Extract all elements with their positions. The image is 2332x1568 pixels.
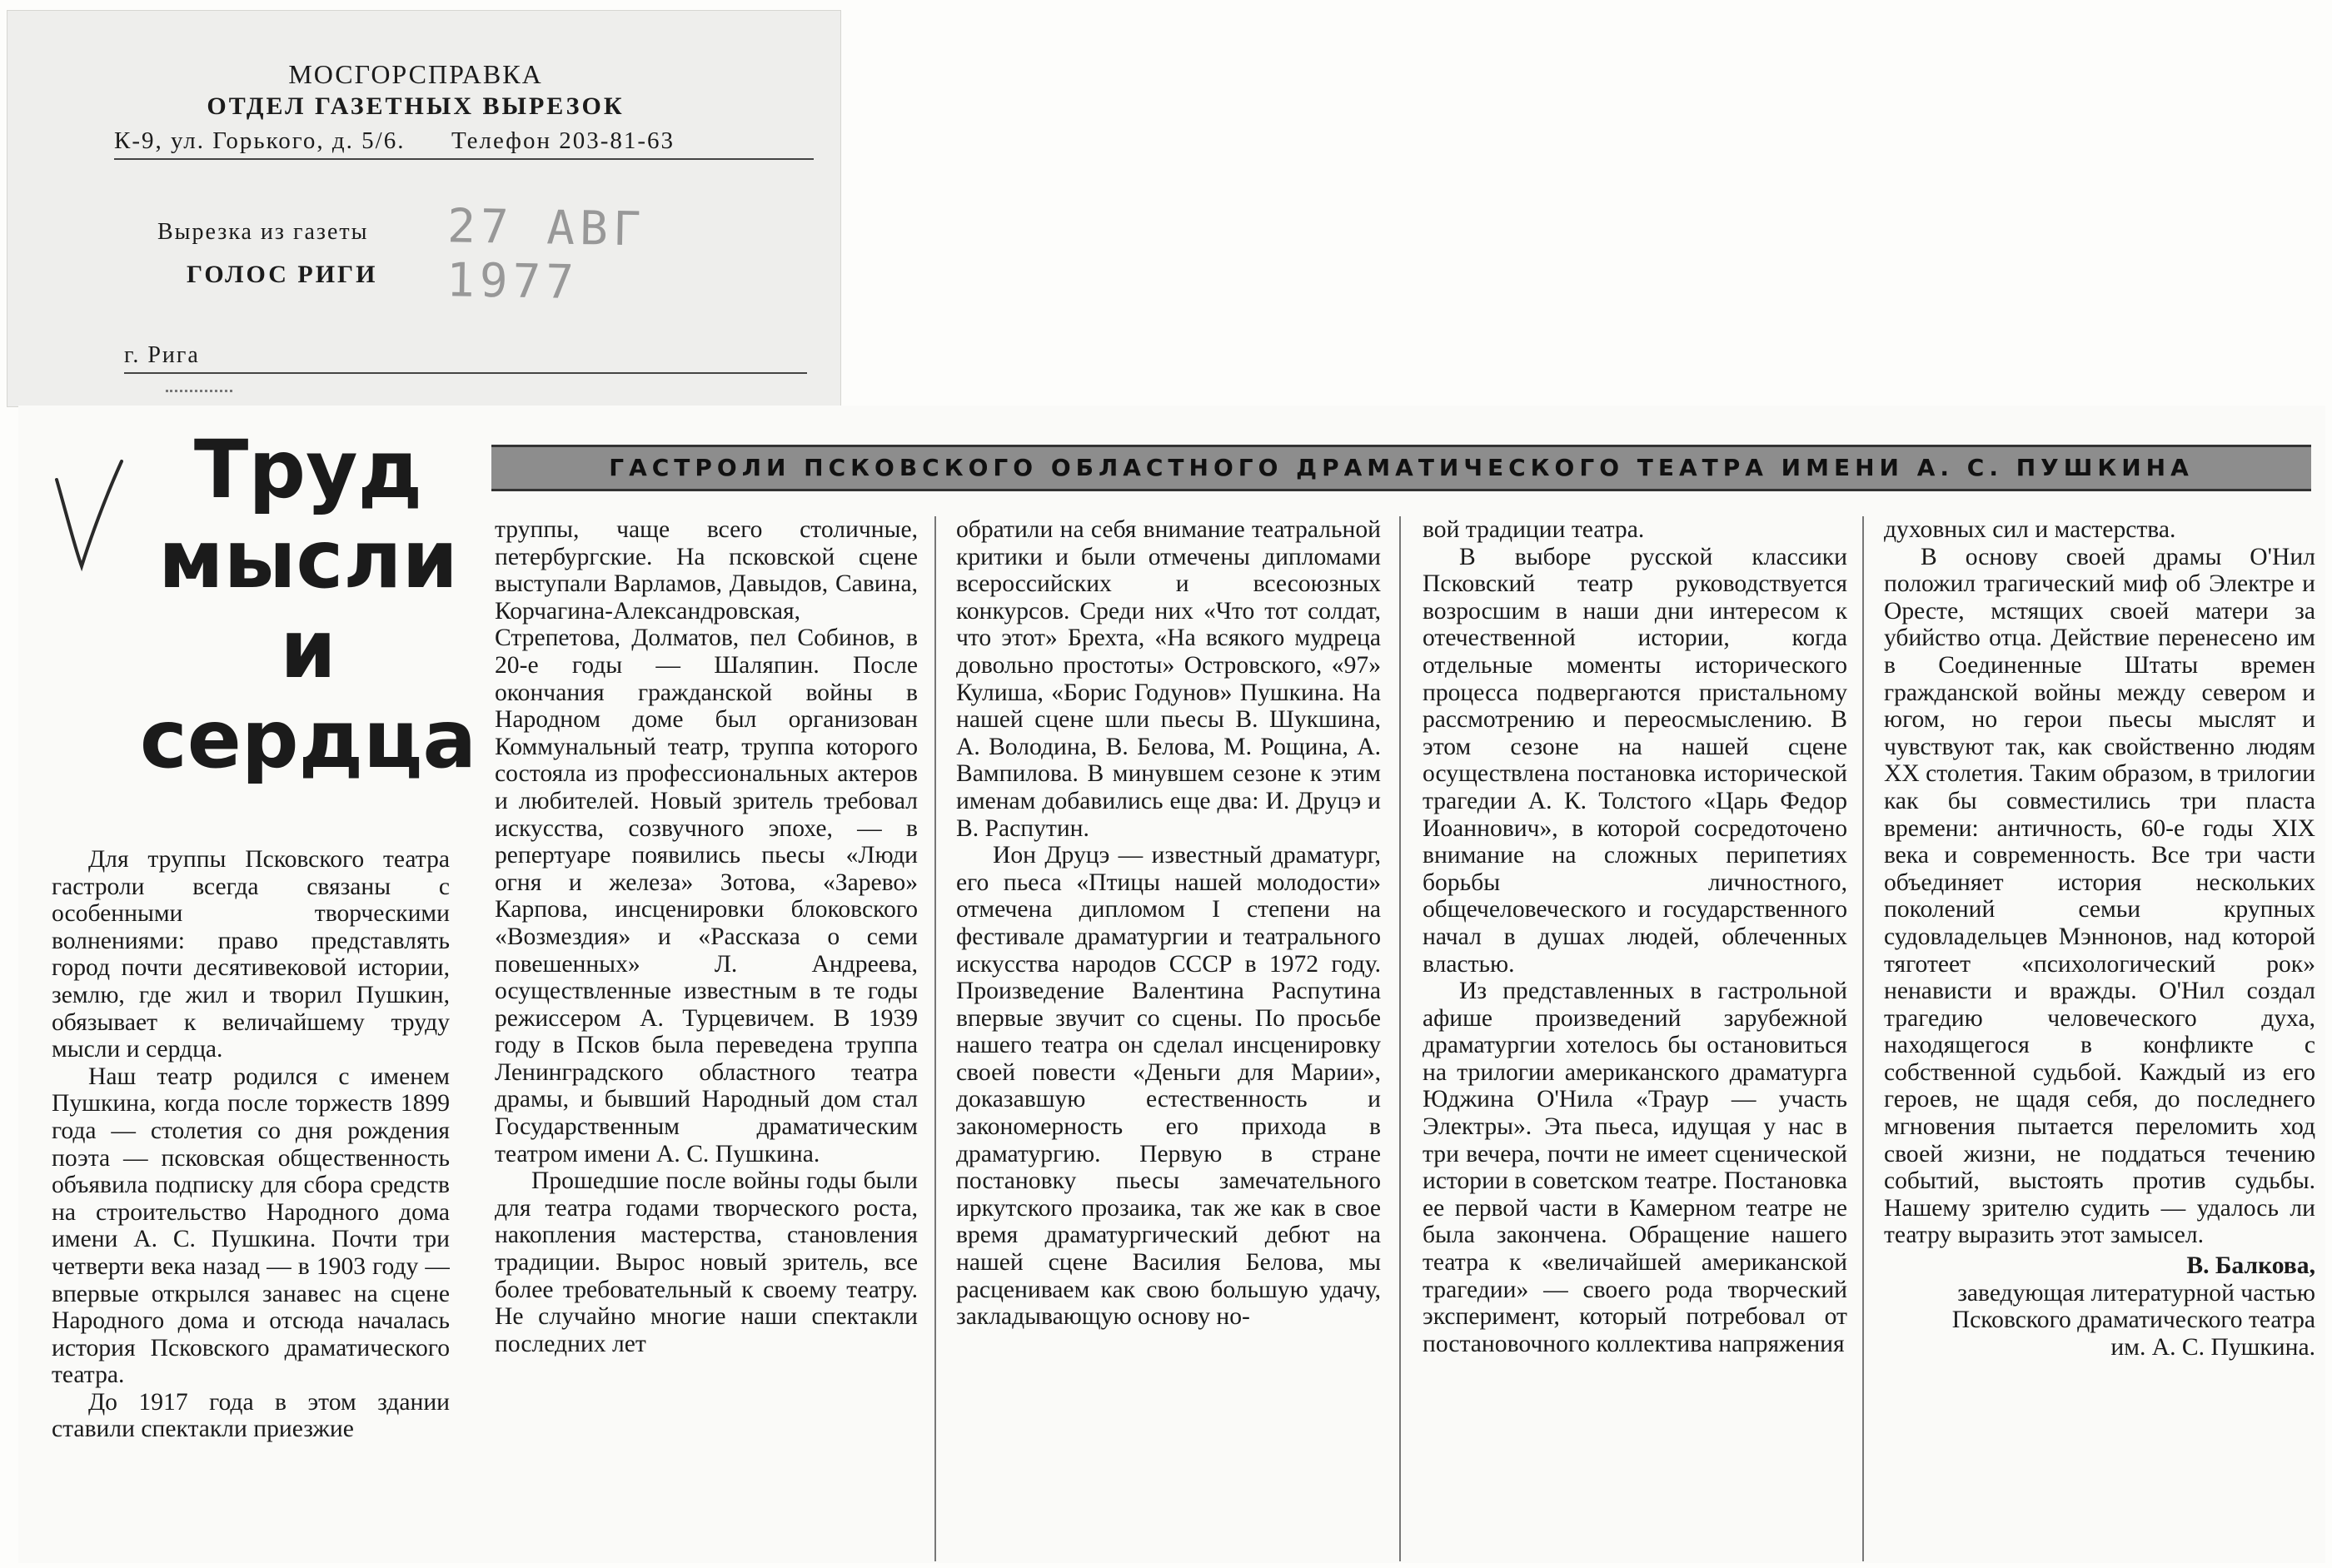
article-column-5 [1884,516,2315,1562]
paragraph: В основу своей драмы О'Нил положил трагический миф об Электре и Оресте, мстящих своей матери за убийство отца. Действие перенесено им в Соединенные Штаты времен гражданской войны между севером и югом, но герои пьесы мыслят и чувствуют так, как свойственно людям XX столетия. Таким образом, в трилогии как бы совместились три пласта времени: античность, 60-е годы XIX века и современность. Все три части объединяет история нескольких поколений семьи крупных судовладельцев Мэннонов, над которой тяготеет «психологический рок» ненависти и вражды. О'Нил создал трагедию человеческого духа, находящегося в конфликте с собственной судьбой. Каждый из его героев, не щадя себя, до последнего мгновения пытается переломить ход своей жизни, не поддаться течению событий, выстоять против судьбы. Нашему зрителю судить — удалось ли театру выразить этот замысел. [1884,543,2315,1249]
paragraph: Из представленных в гастрольной афише произведений зарубежной драматургии хотелось бы остановиться на трилогии американского драматурга Юджина О'Нила «Траур — участь Электры». Эта пьеса, идущая у нас в три вечера, почти не имеет сценической истории в советском театре. Постановка ее первой части в Камерном театре не была закончена. Обращение нашего театра к «величайшей американской трагедии» — своего рода творческий эксперимент, который потребовал от постановочного коллектива напряжения [1423,978,1847,1357]
article-column-1 [52,846,450,1562]
author-name: В. Балкова, [2186,1252,2315,1280]
cut-text-remnant [166,390,232,399]
article-title [125,425,491,784]
paragraph: вой традиции театра. [1423,516,1645,543]
clipping-label: Вырезка из газеты [157,219,369,245]
paragraph: Наш театр родился с именем Пушкина, когда после торжеств 1899 года — столетия со дня рождения поэта — псковская общественность объявила подписку для сбора средств на строительство Народного дома имени А. С. Пушкина. Почти три четверти века назад — в 1903 году — впервые открылся занавес на сцене Народного дома и отсюда началась история Псковского драматического театра. [52,1063,450,1389]
paragraph: Прошедшие после войны годы были для театра годами творческого роста, накопления мастерства, становления традиции. Вырос новый зритель, все более требовательный к своему театру. Не случайно многие наши спектакли последних лет [495,1167,918,1357]
agency-address-line [114,127,814,160]
agency-phone: Телефон 203-81-63 [451,127,675,154]
department-name: ОТДЕЛ ГАЗЕТНЫХ ВЫРЕЗОК [207,92,625,120]
paragraph: Ион Друцэ — известный драматург, его пьеса «Птицы нашей молодости» отмечена дипломом I степени на фестивале драматургии и театрального искусства народов СССР в 1972 году. Произведение Валентина Распутина впервые звучит со сцены. По просьбе нашего театра он сделал инсценировку своей повести «Деньги для Марии», доказавшую естественность и закономерность его прихода в драматургию. Первую в стране постановку пьесы замечательного иркутского прозаика, так же как в свое время драматургический дебют на нашей сцене Василия Белова, мы расцениваем как свою большую удачу, закладывающую основу но- [956,842,1381,1331]
date-stamp: 27 АВГ 1977 [446,199,647,311]
city-line: г. Рига [124,342,807,374]
column-rule [934,516,936,1561]
newspaper-name: ГОЛОС РИГИ [187,261,378,288]
agency-address: К-9, ул. Горького, д. 5/6. [114,127,406,154]
title-line: и [280,603,336,696]
pencil-checkmark-icon [50,456,125,573]
title-line: сердца [139,693,477,786]
article-column-4 [1423,516,1847,1562]
paragraph: Для труппы Псковского театра гастроли всегда связаны с особенными творческими волнениями: право представлять город почти десятивековой истории, землю, где жил и творил Пушкин, обязывает к величайшему труду мысли и сердца. [52,846,450,1063]
author-position: заведующая литературной частью Псковского драматического театра им. А. С. Пушкина. [1951,1279,2315,1361]
rubric-banner: ГАСТРОЛИ ПСКОВСКОГО ОБЛАСТНОГО ДРАМАТИЧЕСКОГО ТЕАТРА ИМЕНИ А. С. ПУШКИНА [491,445,2311,491]
paragraph: обратили на себя внимание театральной критики и были отмечены дипломами всероссийских и всесоюзных конкурсов. Среди них «Что тот солдат, что этот» Брехта, «На всякого мудреца довольно простоты» Островского, «97» Кулиша, «Борис Годунов» Пушкина. На нашей сцене шли пьесы В. Шукшина, А. Володина, В. Белова, М. Рощина, А. Вампилова. В минувшем сезоне к этим именам добавились еще два: И. Друцэ и В. Распутин. [956,516,1381,842]
paragraph: До 1917 года в этом здании ставили спектакли приезжие [52,1388,450,1443]
column-rule [1862,516,1864,1561]
paragraph: духовных сил и мастерства. [1884,516,2176,543]
paragraph: труппы, чаще всего столичные, петербургские. На псковской сцене выступали Варламов, Давыдов, Савина, Корчагина-Александровская, Стрепетова, Долматов, пел Собинов, в 20-е годы — Шаляпин. После окончания гражданской войны в Народном доме был организован Коммунальный театр, труппа которого состояла из профессиональных актеров и любителей. Новый зритель требовал искусства, созвучного эпохе, — в репертуаре появились пьесы «Люди огня и железа» Зотова, «Зарево» Карпова, инсценировки блоковского «Возмездия» и «Рассказа о семи повешенных» Л. Андреева, осуществленные известным в те годы режиссером А. Турцевичем. В 1939 году в Псков была переведена труппа Ленинградского областного театра драмы, и бывший Народный дом стал Государственным драматическим театром имени А. С. Пушкина. [495,516,918,1167]
title-line: Труд [193,423,423,516]
clipping-agency-slip [7,10,841,407]
agency-name: МОСГОРСПРАВКА [288,59,543,89]
column-rule [1399,516,1401,1561]
article-column-3 [956,516,1381,1562]
title-line: мысли [158,513,458,606]
article-column-2 [495,516,918,1562]
paragraph: В выборе русской классики Псковский театр руководствуется возросшим в наши дни интересом к отечественной истории, когда отдельные моменты исторического процесса подвергаются пристальному рассмотрению и переосмыслению. В этом сезоне на нашей сцене осуществлена постановка исторической трагедии А. К. Толстого «Царь Федор Иоаннович», в которой сосредоточено внимание на сложных перипетиях борьбы личностного, общечеловеческого и государственного начал в душах людей, облеченных властью. [1423,543,1847,978]
